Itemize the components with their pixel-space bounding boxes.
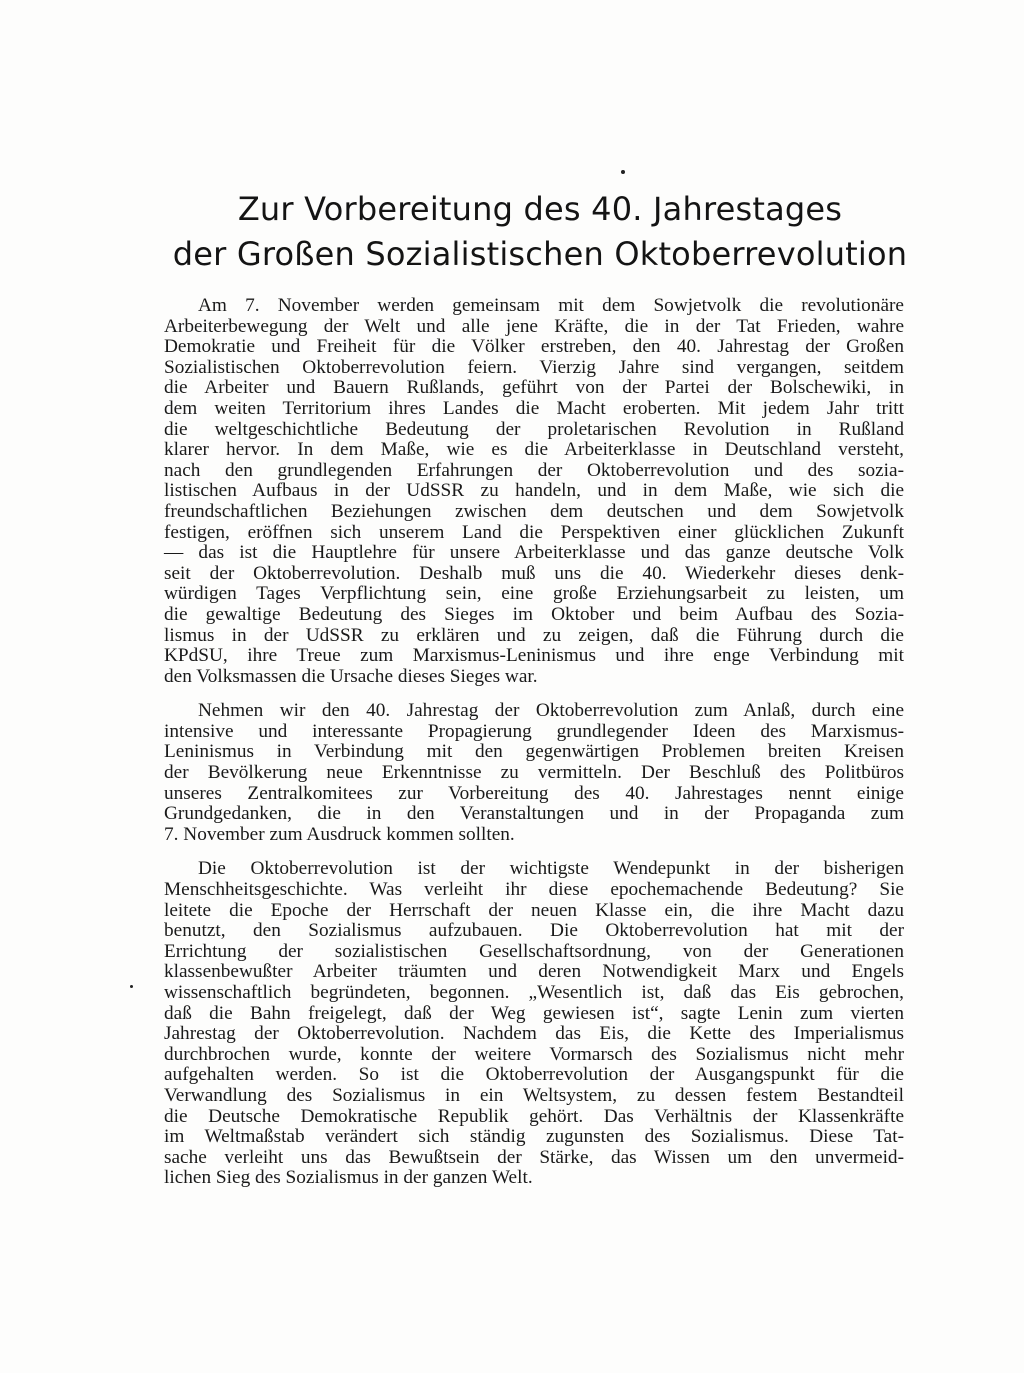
title-line-2: der Großen Sozialistischen Oktoberrevolution (172, 235, 908, 273)
text-line: die weltgeschichtliche Bedeutung der proletarischen Revolution in Rußland (164, 418, 904, 440)
text-line: die Arbeiter und Bauern Rußlands, geführt von der Partei der Bolschewiki, in (164, 377, 904, 399)
text-line: festigen, eröffnen sich unserem Land die Perspektiven einer glücklichen Zukunft (164, 521, 904, 543)
text-line: Jahrestag der Oktoberrevolution. Nachdem das Eis, die Kette des Imperialismus (164, 1023, 904, 1045)
text-line: benutzt, den Sozialismus aufzubauen. Die Oktoberrevolution hat mit der (164, 920, 904, 942)
text-line: Arbeiterbewegung der Welt und alle jene Kräfte, die in der Tat Frieden, wahre (164, 315, 904, 337)
text-line: Errichtung der sozialistischen Gesellschaftsordnung, von der Generationen (164, 940, 904, 962)
text-line: nach den grundlegenden Erfahrungen der Oktoberrevolution und des sozia- (164, 459, 904, 481)
paragraph (164, 859, 904, 1189)
text-line: sache verleiht uns das Bewußtsein der Stärke, das Wissen um den unvermeid- (164, 1146, 904, 1168)
ink-speck (130, 985, 133, 988)
text-line: Sozialistischen Oktoberrevolution feiern. Vierzig Jahre sind vergangen, seitdem (164, 356, 904, 378)
text-line: Die Oktoberrevolution ist der wichtigste Wendepunkt in der bisherigen (198, 858, 904, 880)
text-line: leitete die Epoche der Herrschaft der neuen Klasse ein, die ihre Macht dazu (164, 899, 904, 921)
text-line: Leninismus in Verbindung mit den gegenwärtigen Problemen breiten Kreisen (164, 741, 904, 763)
text-line: — das ist die Hauptlehre für unsere Arbeiterklasse und das ganze deutsche Volk (164, 542, 904, 564)
text-line: Demokratie und Freiheit für die Völker erstreben, den 40. Jahrestag der Großen (164, 336, 904, 358)
paragraph (164, 296, 904, 687)
text-line: dem weiten Territorium ihres Landes die Macht eroberten. Mit jedem Jahr tritt (164, 397, 904, 419)
text-line: seit der Oktoberrevolution. Deshalb muß uns die 40. Wiederkehr dieses denk- (164, 562, 904, 584)
text-line: aufgehalten werden. So ist die Oktoberrevolution der Ausgangspunkt für die (164, 1064, 904, 1086)
text-line: freundschaftlichen Beziehungen zwischen dem deutschen und dem Sowjetvolk (164, 500, 904, 522)
ink-speck (621, 170, 625, 174)
text-line: Nehmen wir den 40. Jahrestag der Oktoberrevolution zum Anlaß, durch eine (198, 700, 904, 722)
text-line: Am 7. November werden gemeinsam mit dem Sowjetvolk die revolutionäre (198, 295, 904, 316)
text-line: der Bevölkerung neue Erkenntnisse zu vermitteln. Der Beschluß des Politbüros (164, 762, 904, 784)
text-line: intensive und interessante Propagierung grundlegender Ideen des Marxismus- (164, 720, 904, 742)
text-line: klassenbewußter Arbeiter träumten und deren Notwendigkeit Marx und Engels (164, 961, 904, 983)
text-line: die Deutsche Demokratische Republik gehört. Das Verhältnis der Klassenkräfte (164, 1105, 904, 1127)
text-line: Grundgedanken, die in den Veranstaltungen und in der Propaganda zum (164, 803, 904, 825)
text-line: Verwandlung des Sozialismus in ein Weltsystem, zu dessen festem Bestandteil (164, 1084, 904, 1106)
text-line: daß die Bahn freigelegt, daß der Weg gewiesen ist“, sagte Lenin zum vierten (164, 1002, 904, 1024)
text-line: die gewaltige Bedeutung des Sieges im Oktober und beim Aufbau des Sozia- (164, 603, 904, 625)
title-line-1: Zur Vorbereitung des 40. Jahrestages (237, 190, 843, 228)
text-line: lismus in der UdSSR zu erklären und zu zeigen, daß die Führung durch die (164, 624, 904, 646)
article-body (164, 296, 904, 1203)
text-line: lichen Sieg des Sozialismus in der ganzen Welt. (164, 1167, 533, 1189)
text-line: listischen Aufbaus in der UdSSR zu handeln, und in dem Maße, wie sich die (164, 480, 904, 502)
text-line: im Weltmaßstab verändert sich ständig zugunsten des Sozialismus. Diese Tat- (164, 1126, 904, 1148)
text-line: durchbrochen wurde, konnte der weitere Vormarsch des Sozialismus nicht mehr (164, 1043, 904, 1065)
text-line: würdigen Tages Verpflichtung sein, eine große Erziehungsarbeit zu leisten, um (164, 583, 904, 605)
text-line: den Volksmassen die Ursache dieses Sieges war. (164, 665, 538, 687)
paragraph (164, 701, 904, 845)
text-line: Menschheitsgeschichte. Was verleiht ihr diese epochemachende Bedeutung? Sie (164, 879, 904, 901)
text-line: KPdSU, ihre Treue zum Marxismus-Leninismus und ihre enge Verbindung mit (164, 645, 904, 667)
text-line: wissenschaftlich begründeten, begonnen. „Wesentlich ist, daß das Eis gebrochen, (164, 982, 904, 1003)
text-line: 7. November zum Ausdruck kommen sollten. (164, 823, 515, 845)
text-line: unseres Zentralkomitees zur Vorbereitung des 40. Jahrestages nennt einige (164, 782, 904, 804)
text-line: klarer hervor. In dem Maße, wie es die Arbeiterklasse in Deutschland versteht, (164, 439, 904, 461)
